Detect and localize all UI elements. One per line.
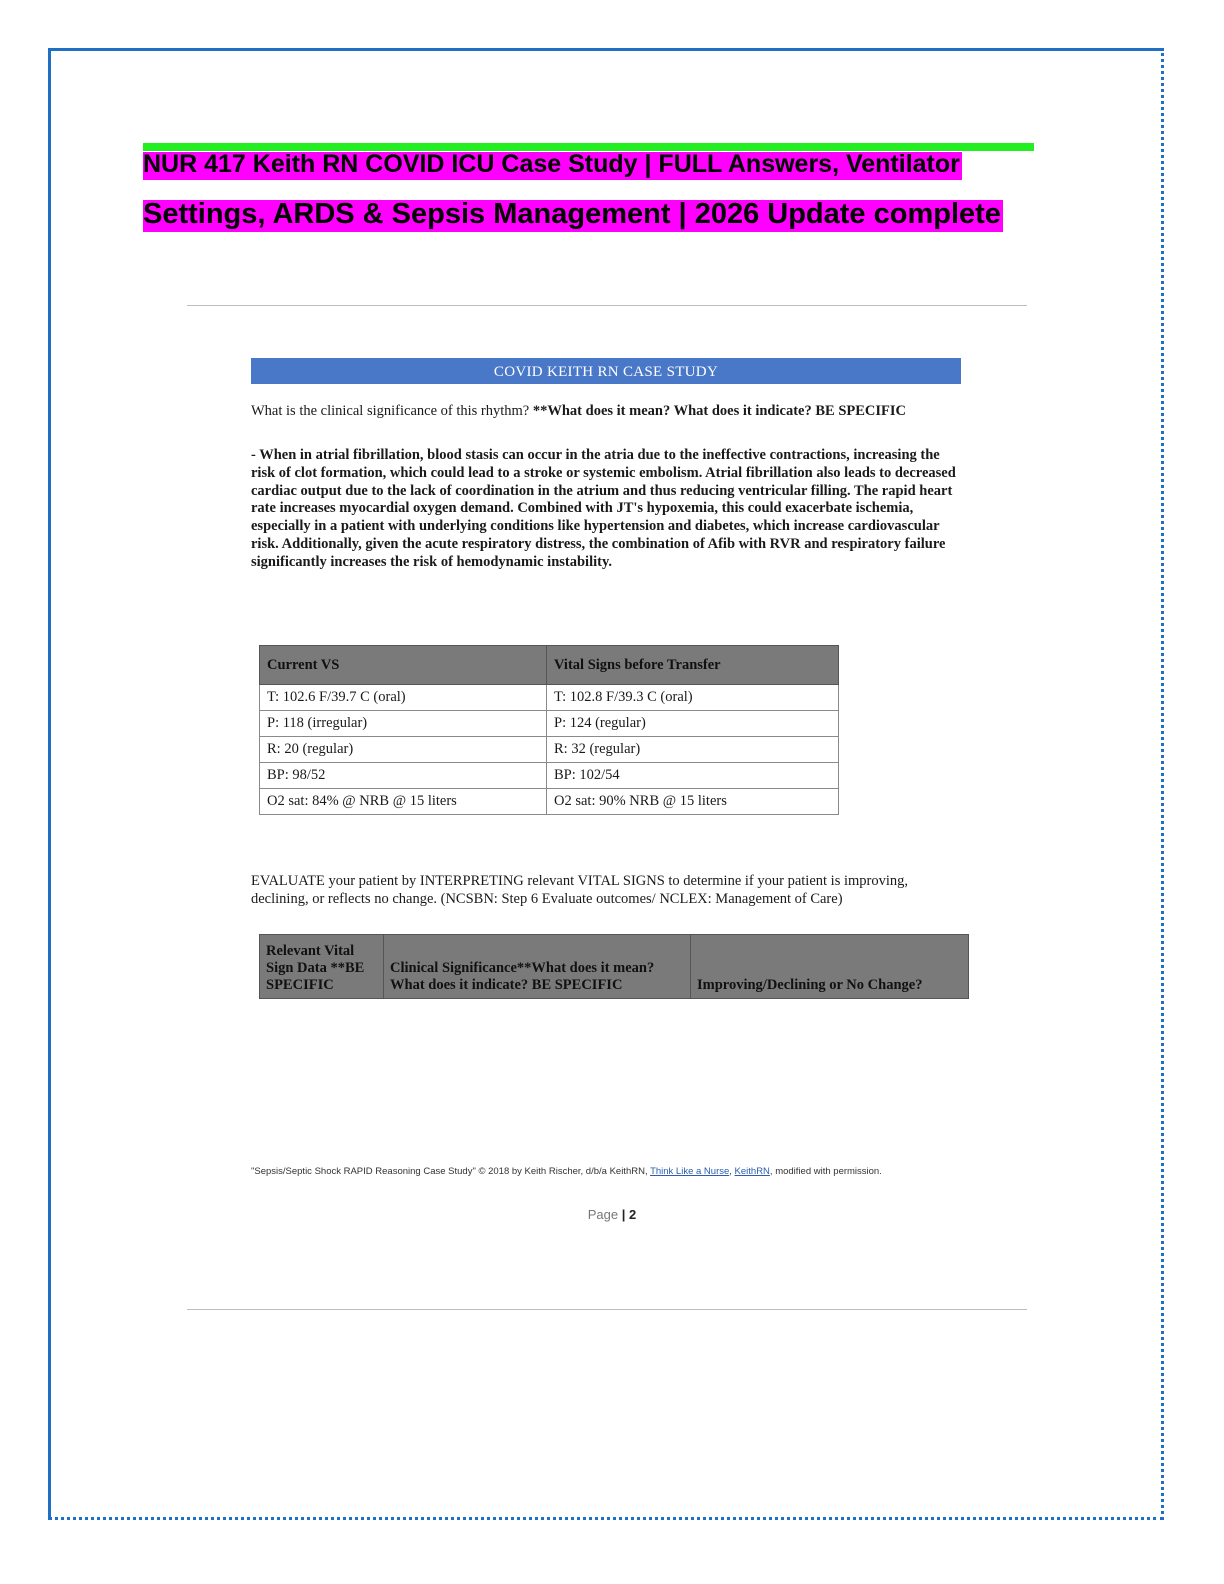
table-cell: R: 32 (regular) — [547, 737, 839, 763]
table-row — [260, 711, 839, 737]
table-cell: P: 118 (irregular) — [260, 711, 547, 737]
header-before-transfer: Vital Signs before Transfer — [547, 646, 839, 685]
table-cell: P: 124 (regular) — [547, 711, 839, 737]
table-row — [260, 685, 839, 711]
table-cell: O2 sat: 90% NRB @ 15 liters — [547, 789, 839, 815]
table-row — [260, 789, 839, 815]
header-relevant-vital-sign: Relevant Vital Sign Data **BE SPECIFIC — [260, 935, 384, 999]
table-row — [260, 737, 839, 763]
header-current-vs: Current VS — [260, 646, 547, 685]
document-title-line-2: Settings, ARDS & Sepsis Management | 2026 Update complete — [143, 200, 1001, 230]
header-clinical-significance: Clinical Significance**What does it mean? What does it indicate? BE SPECIFIC — [384, 935, 691, 999]
table-cell: BP: 102/54 — [547, 763, 839, 789]
rhythm-answer: - When in atrial fibrillation, blood stasis can occur in the atria due to the ineffective contractions, increasing the risk of clot formation, which could lead to a stroke or systemic embolism. Atrial fibrillation also leads to decreased cardiac output due to the lack of coordination in the atrium and thus reducing ventricular filling. The rapid heart rate increases myocardial oxygen demand. Combined with JT's hypoxemia, this could exacerbate ischemia, especially in a patient with underlying conditions like hypertension and diabetes, which increase cardiovascular risk. Additionally, given the acute respiratory distress, the combination of Afib with RVR and respiratory failure significantly increases the risk of hemodynamic instability. — [251, 447, 956, 570]
evaluation-table — [259, 934, 969, 999]
table-cell: T: 102.6 F/39.7 C (oral) — [260, 685, 547, 711]
question-emphasis: **What does it mean? What does it indicate? BE SPECIFIC — [532, 403, 906, 419]
page-label: Page — [587, 1207, 619, 1222]
table-cell: T: 102.8 F/39.3 C (oral) — [547, 685, 839, 711]
table-cell: O2 sat: 84% @ NRB @ 15 liters — [260, 789, 547, 815]
bottom-divider — [187, 1309, 1027, 1310]
think-like-a-nurse-link[interactable]: Think Like a Nurse — [650, 1166, 730, 1177]
page-number — [0, 1207, 1224, 1222]
document-title-line-1: NUR 417 Keith RN COVID ICU Case Study | FULL Answers, Ventilator — [143, 152, 960, 178]
page-separator: | — [618, 1207, 629, 1222]
keithrn-link[interactable]: KeithRN — [734, 1166, 770, 1177]
table-row — [260, 763, 839, 789]
copyright-note — [251, 1166, 961, 1177]
vital-signs-table — [259, 645, 839, 815]
header-improving-declining: Improving/Declining or No Change? — [691, 935, 969, 999]
page-number-value: 2 — [629, 1207, 637, 1222]
table-cell: BP: 98/52 — [260, 763, 547, 789]
highlight-bar — [143, 143, 1034, 151]
case-study-banner: COVID KEITH RN CASE STUDY — [251, 358, 961, 384]
evaluate-instructions: EVALUATE your patient by INTERPRETING relevant VITAL SIGNS to determine if your patient is improving, declining, or reflects no change. (NCSBN: Step 6 Evaluate outcomes/ NCLEX: Management of Care) — [251, 873, 909, 907]
table-header-row — [260, 935, 969, 999]
rhythm-question — [251, 402, 966, 420]
top-divider — [187, 305, 1027, 306]
table-cell: R: 20 (regular) — [260, 737, 547, 763]
link-separator: , — [729, 1166, 735, 1177]
table-header-row — [260, 646, 839, 685]
question-text: What is the clinical significance of this rhythm? — [251, 403, 533, 419]
copyright-suffix: , modified with permission. — [769, 1166, 882, 1177]
copyright-text: "Sepsis/Septic Shock RAPID Reasoning Case Study" © 2018 by Keith Rischer, d/b/a KeithRN, — [251, 1166, 651, 1177]
